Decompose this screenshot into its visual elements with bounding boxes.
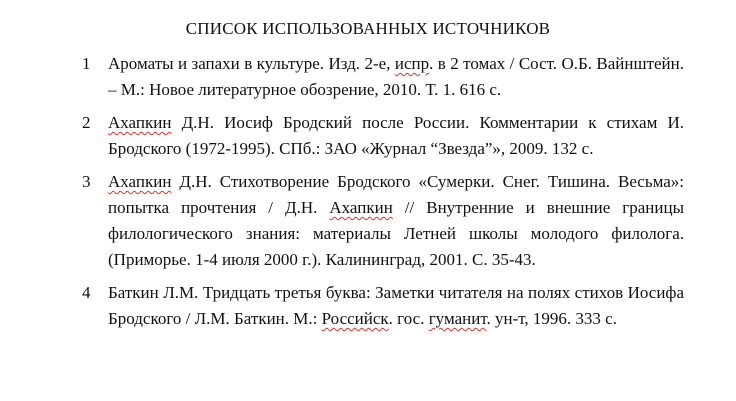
spellcheck-flagged-word: Ахапкин [108,113,172,132]
reference-text-segment: Баткин Л.М. Тридцать третья буква: Заметки читателя на полях стихов Иосифа Бродского / Л.М. Баткин. М.: [108,283,684,328]
reference-text-segment: Ароматы и запахи в культуре. Изд. 2-е, [108,54,395,73]
reference-text [108,172,684,269]
reference-item [78,110,684,162]
reference-item [78,280,684,332]
reference-text [108,113,684,158]
reference-number: 3 [82,172,91,191]
reference-text-segment: . в 2 томах / Сост. О.Б. Вайнштейн. – М.: Новое литературное обозрение, 2010. Т. 1. 616 с. [108,54,685,99]
reference-number: 2 [82,113,91,132]
reference-item [78,51,684,103]
spellcheck-flagged-word: испр [394,54,430,73]
reference-text-segment: // Внутренние и внешние границы филологического знания: материалы Летней школы молодого филолога. (Приморье. 1-4 июля 2000 г.). Калининград, 2001. С. 35-43. [108,198,684,269]
reference-list [78,51,684,339]
reference-item [78,169,684,273]
spellcheck-flagged-word: Российск [321,309,389,328]
reference-text-segment: . гос. [388,309,429,328]
document-title: СПИСОК ИСПОЛЬЗОВАННЫХ ИСТОЧНИКОВ [185,19,551,38]
spellcheck-flagged-word: гуманит [428,309,487,328]
reference-text [108,54,684,99]
reference-text-segment: Д.Н. Стихотворение Бродского «Сумерки. Снег. Тишина. Весьма»: попытка прочтения / Д.Н. [108,172,684,217]
reference-text [108,283,684,328]
spellcheck-flagged-word: Ахапкин [108,172,172,191]
spellcheck-flagged-word: Ахапкин [329,198,393,217]
reference-text-segment: Д.Н. Иосиф Бродский после России. Комментарии к стихам И. Бродского (1972-1995). СПб.: ЗАО «Журнал “Звезда”», 2009. 132 с. [108,113,684,158]
reference-text-segment: . ун-т, 1996. 333 с. [486,309,617,328]
reference-number: 4 [82,283,91,302]
reference-number: 1 [82,54,91,73]
